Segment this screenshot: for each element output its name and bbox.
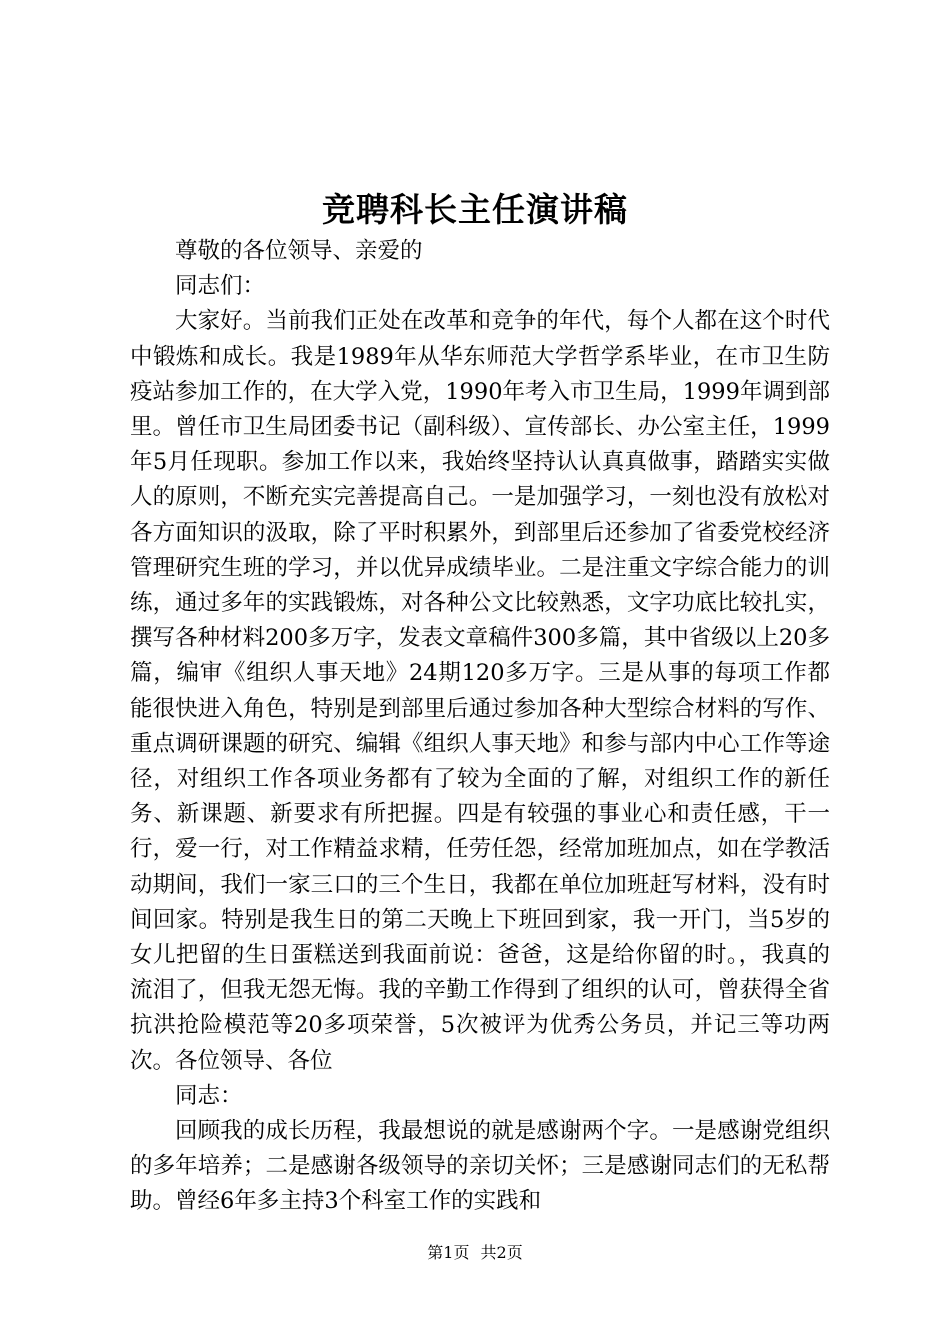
salutation-line-1: 尊敬的各位领导、亲爱的: [175, 238, 423, 264]
page-number-footer: 第1页 共2页: [427, 1243, 523, 1262]
document-body: [130, 234, 830, 1220]
body-paragraph-1: 大家好。当前我们正处在改革和竞争的年代，每个人都在这个时代中锻炼和成长。我是1989年从华东师范大学哲学系毕业，在市卫生防疫站参加工作的，在大学入党，1990年考入市卫生局，1999年调到部里。曾任市卫生局团委书记（副科级）、宣传部长、办公室主任，1999年5月任现职。参加工作以来，我始终坚持认认真真做事，踏踏实实做人的原则，不断充实完善提高自己。一是加强学习，一刻也没有放松对各方面知识的汲取，除了平时积累外，到部里后还参加了省委党校经济管理研究生班的学习，并以优异成绩毕业。二是注重文字综合能力的训练，通过多年的实践锻炼，对各种公文比较熟悉，文字功底比较扎实，撰写各种材料200多万字，发表文章稿件300多篇，其中省级以上20多篇，编审《组织人事天地》24期120多万字。三是从事的每项工作都能很快进入角色，特别是到部里后通过参加各种大型综合材料的写作、重点调研课题的研究、编辑《组织人事天地》和参与部内中心工作等途径，对组织工作各项业务都有了较为全面的了解，对组织工作的新任务、新课题、新要求有所把握。四是有较强的事业心和责任感，干一行，爱一行，对工作精益求精，任劳任怨，经常加班加点，如在学教活动期间，我们一家三口的三个生日，我都在单位加班赶写材料，没有时间回家。特别是我生日的第二天晚上下班回到家，我一开门，当5岁的女儿把留的生日蛋糕送到我面前说：爸爸，这是给你留的时。，我真的流泪了，但我无怨无悔。我的辛勤工作得到了组织的认可，曾获得全省抗洪抢险模范等20多项荣誉，5次被评为优秀公务员，并记三等功两次。各位领导、各位: [130, 308, 830, 1074]
salutation-line-3: 同志：: [175, 1082, 243, 1109]
salutation-line-2: 同志们：: [175, 273, 266, 300]
document-title: 竞聘科长主任演讲稿: [322, 190, 628, 229]
body-paragraph-2: 回顾我的成长历程，我最想说的就是感谢两个字。一是感谢党组织的多年培养；二是感谢各级领导的亲切关怀；三是感谢同志们的无私帮助。曾经6年多主持3个科室工作的实践和: [130, 1118, 830, 1215]
